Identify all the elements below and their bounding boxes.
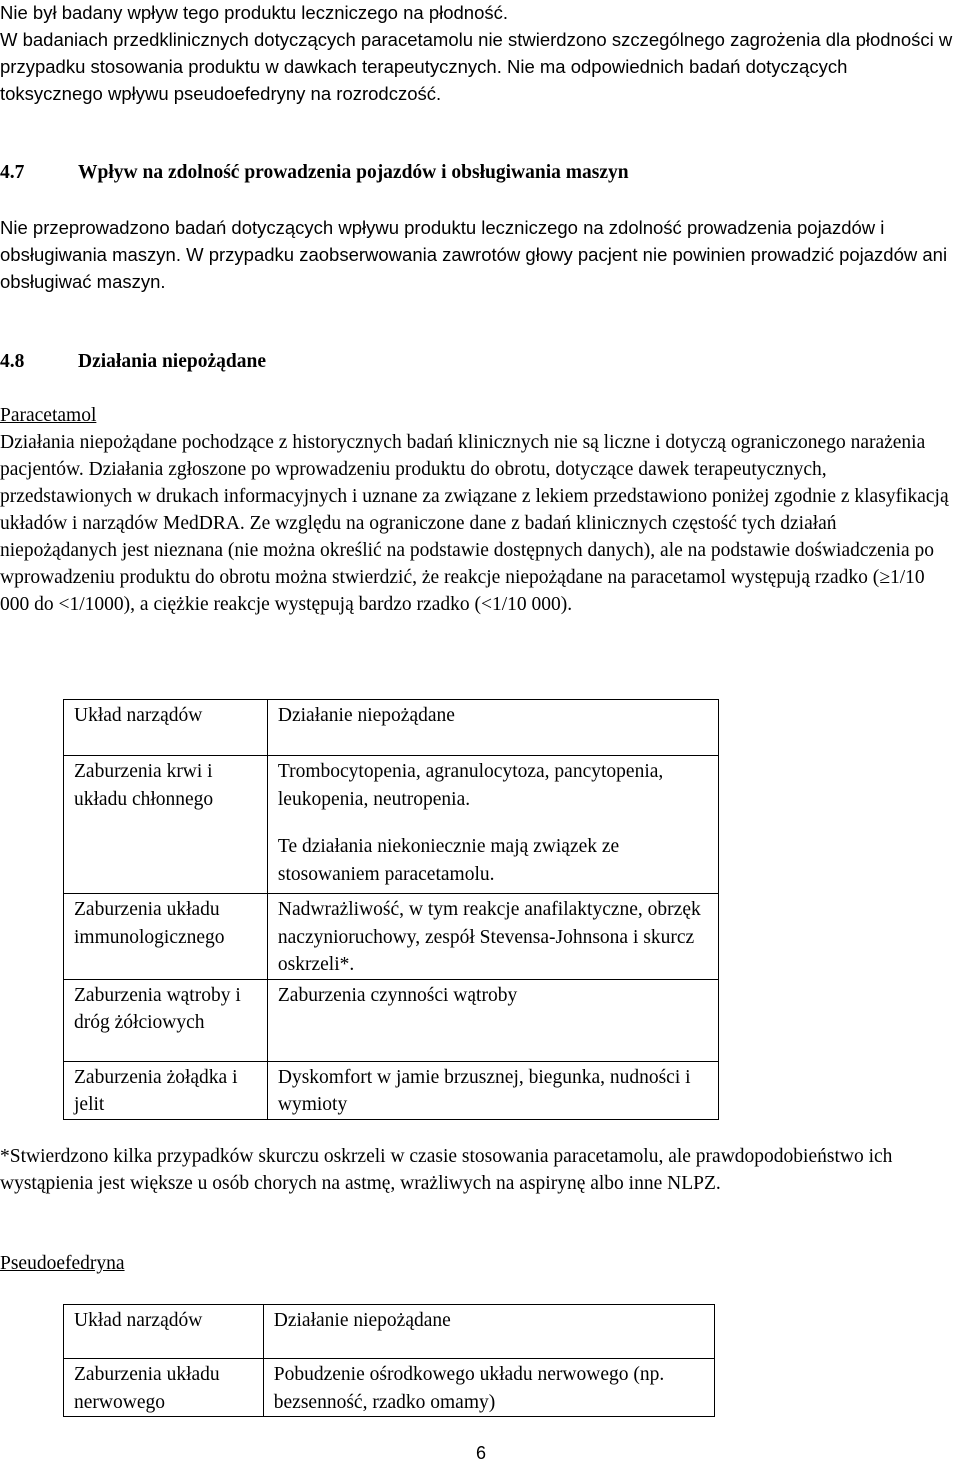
organ-cell: Zaburzenia układu nerwowego: [64, 1359, 264, 1417]
section-4-7-text: Nie przeprowadzono badań dotyczących wpływu produktu leczniczego na zdolność prowadzenia pojazdów i obsługiwania maszyn. W przypadku zaobserwowania zawrotów głowy pacjent nie powinien prowadzić pojazdów ani obsługiwać maszyn.: [0, 217, 948, 292]
section-4-8-heading: [0, 348, 266, 375]
table-row: [64, 756, 719, 894]
fertility-paragraph: [0, 0, 955, 107]
pseudoefedryna-adverse-table: [63, 1304, 715, 1417]
pseudoefedryna-subheading: Pseudoefedryna: [0, 1253, 125, 1274]
paracetamol-subheading: Paracetamol: [0, 405, 97, 426]
text-part-2: 1/10 000 do <1/1000), a ciężkie reakcje występują bardzo rzadko (<1/10 000).: [0, 567, 925, 615]
section-title: Działania niepożądane: [78, 351, 266, 372]
paracetamol-adverse-table: [63, 699, 719, 1120]
table-row: [64, 979, 719, 1061]
page-number: 6: [476, 1443, 487, 1463]
organ-cell: Zaburzenia krwi i układu chłonnego: [64, 756, 268, 894]
fertility-line-2: W badaniach przedklinicznych dotyczących paracetamolu nie stwierdzono szczególnego zagrożenia dla płodności w przypadku stosowania produktu w dawkach terapeutycznych. Nie ma odpowiednich badań dotyczących toksycznego wpływu pseudoefedryny na rozrodczość.: [0, 29, 953, 104]
effect-cell: Zaburzenia czynności wątroby: [267, 979, 718, 1061]
fertility-line-1: Nie był badany wpływ tego produktu leczniczego na płodność.: [0, 2, 509, 23]
section-4-7-heading: [0, 159, 629, 186]
table-header-row: [64, 700, 719, 756]
header-effect: Działanie niepożądane: [263, 1305, 714, 1359]
organ-cell: Zaburzenia układu immunologicznego: [64, 894, 268, 980]
effect-text: Trombocytopenia, agranulocytoza, pancytopenia, leukopenia, neutropenia.: [277, 761, 664, 810]
table-row: [64, 1061, 719, 1119]
table-row: [64, 1359, 715, 1417]
footnote: *Stwierdzono kilka przypadków skurczu oskrzeli w czasie stosowania paracetamolu, ale prawdopodobieństwo ich wystąpienia jest większe u osób chorych na astmę, wrażliwych na aspirynę albo inne NLPZ.: [0, 1146, 893, 1194]
effect-cell: [267, 756, 718, 894]
effect-cell: Nadwrażliwość, w tym reakcje anafilaktyczne, obrzęk naczynioruchowy, zespół Stevensa-Johnsona i skurcz oskrzeli*.: [267, 894, 718, 980]
effect-note: Te działania niekoniecznie mają związek ze stosowaniem paracetamolu.: [277, 836, 620, 885]
ge-symbol: ≥: [879, 567, 891, 588]
header-organ: Układ narządów: [64, 700, 268, 756]
header-effect: Działanie niepożądane: [267, 700, 718, 756]
section-number: 4.7: [0, 162, 25, 183]
effect-cell: Dyskomfort w jamie brzusznej, biegunka, nudności i wymioty: [267, 1061, 718, 1119]
section-title: Wpływ na zdolność prowadzenia pojazdów i obsługiwania maszyn: [78, 162, 629, 183]
effect-cell: Pobudzenie ośrodkowego układu nerwowego (np. bezsenność, rzadko omamy): [263, 1359, 714, 1417]
text-part-1: Działania niepożądane pochodzące z historycznych badań klinicznych nie są liczne i dotyczą ograniczonego narażenia pacjentów. Działania zgłoszone po wprowadzeniu produktu do obrotu, dotyczące dawek terapeutycznych, przedstawionych w drukach informacyjnych i uznane za związane z lekiem przedstawiono poniżej zgodnie z klasyfikacją układów i narządów MedDRA. Ze względu na ograniczone dane z badań klinicznych częstość tych działań niepożądanych jest nieznana (nie można określić na podstawie dostępnych danych), ale na podstawie doświadczenia po wprowadzeniu produktu do obrotu można stwierdzić, że reakcje niepożądane na paracetamol występują rzadko (: [0, 432, 949, 588]
table-row: [64, 894, 719, 980]
organ-cell: Zaburzenia żołądka i jelit: [64, 1061, 268, 1119]
section-4-8-text: [0, 429, 955, 618]
section-number: 4.8: [0, 351, 25, 372]
organ-cell: Zaburzenia wątroby i dróg żółciowych: [64, 979, 268, 1061]
table-header-row: [64, 1305, 715, 1359]
header-organ: Układ narządów: [64, 1305, 264, 1359]
